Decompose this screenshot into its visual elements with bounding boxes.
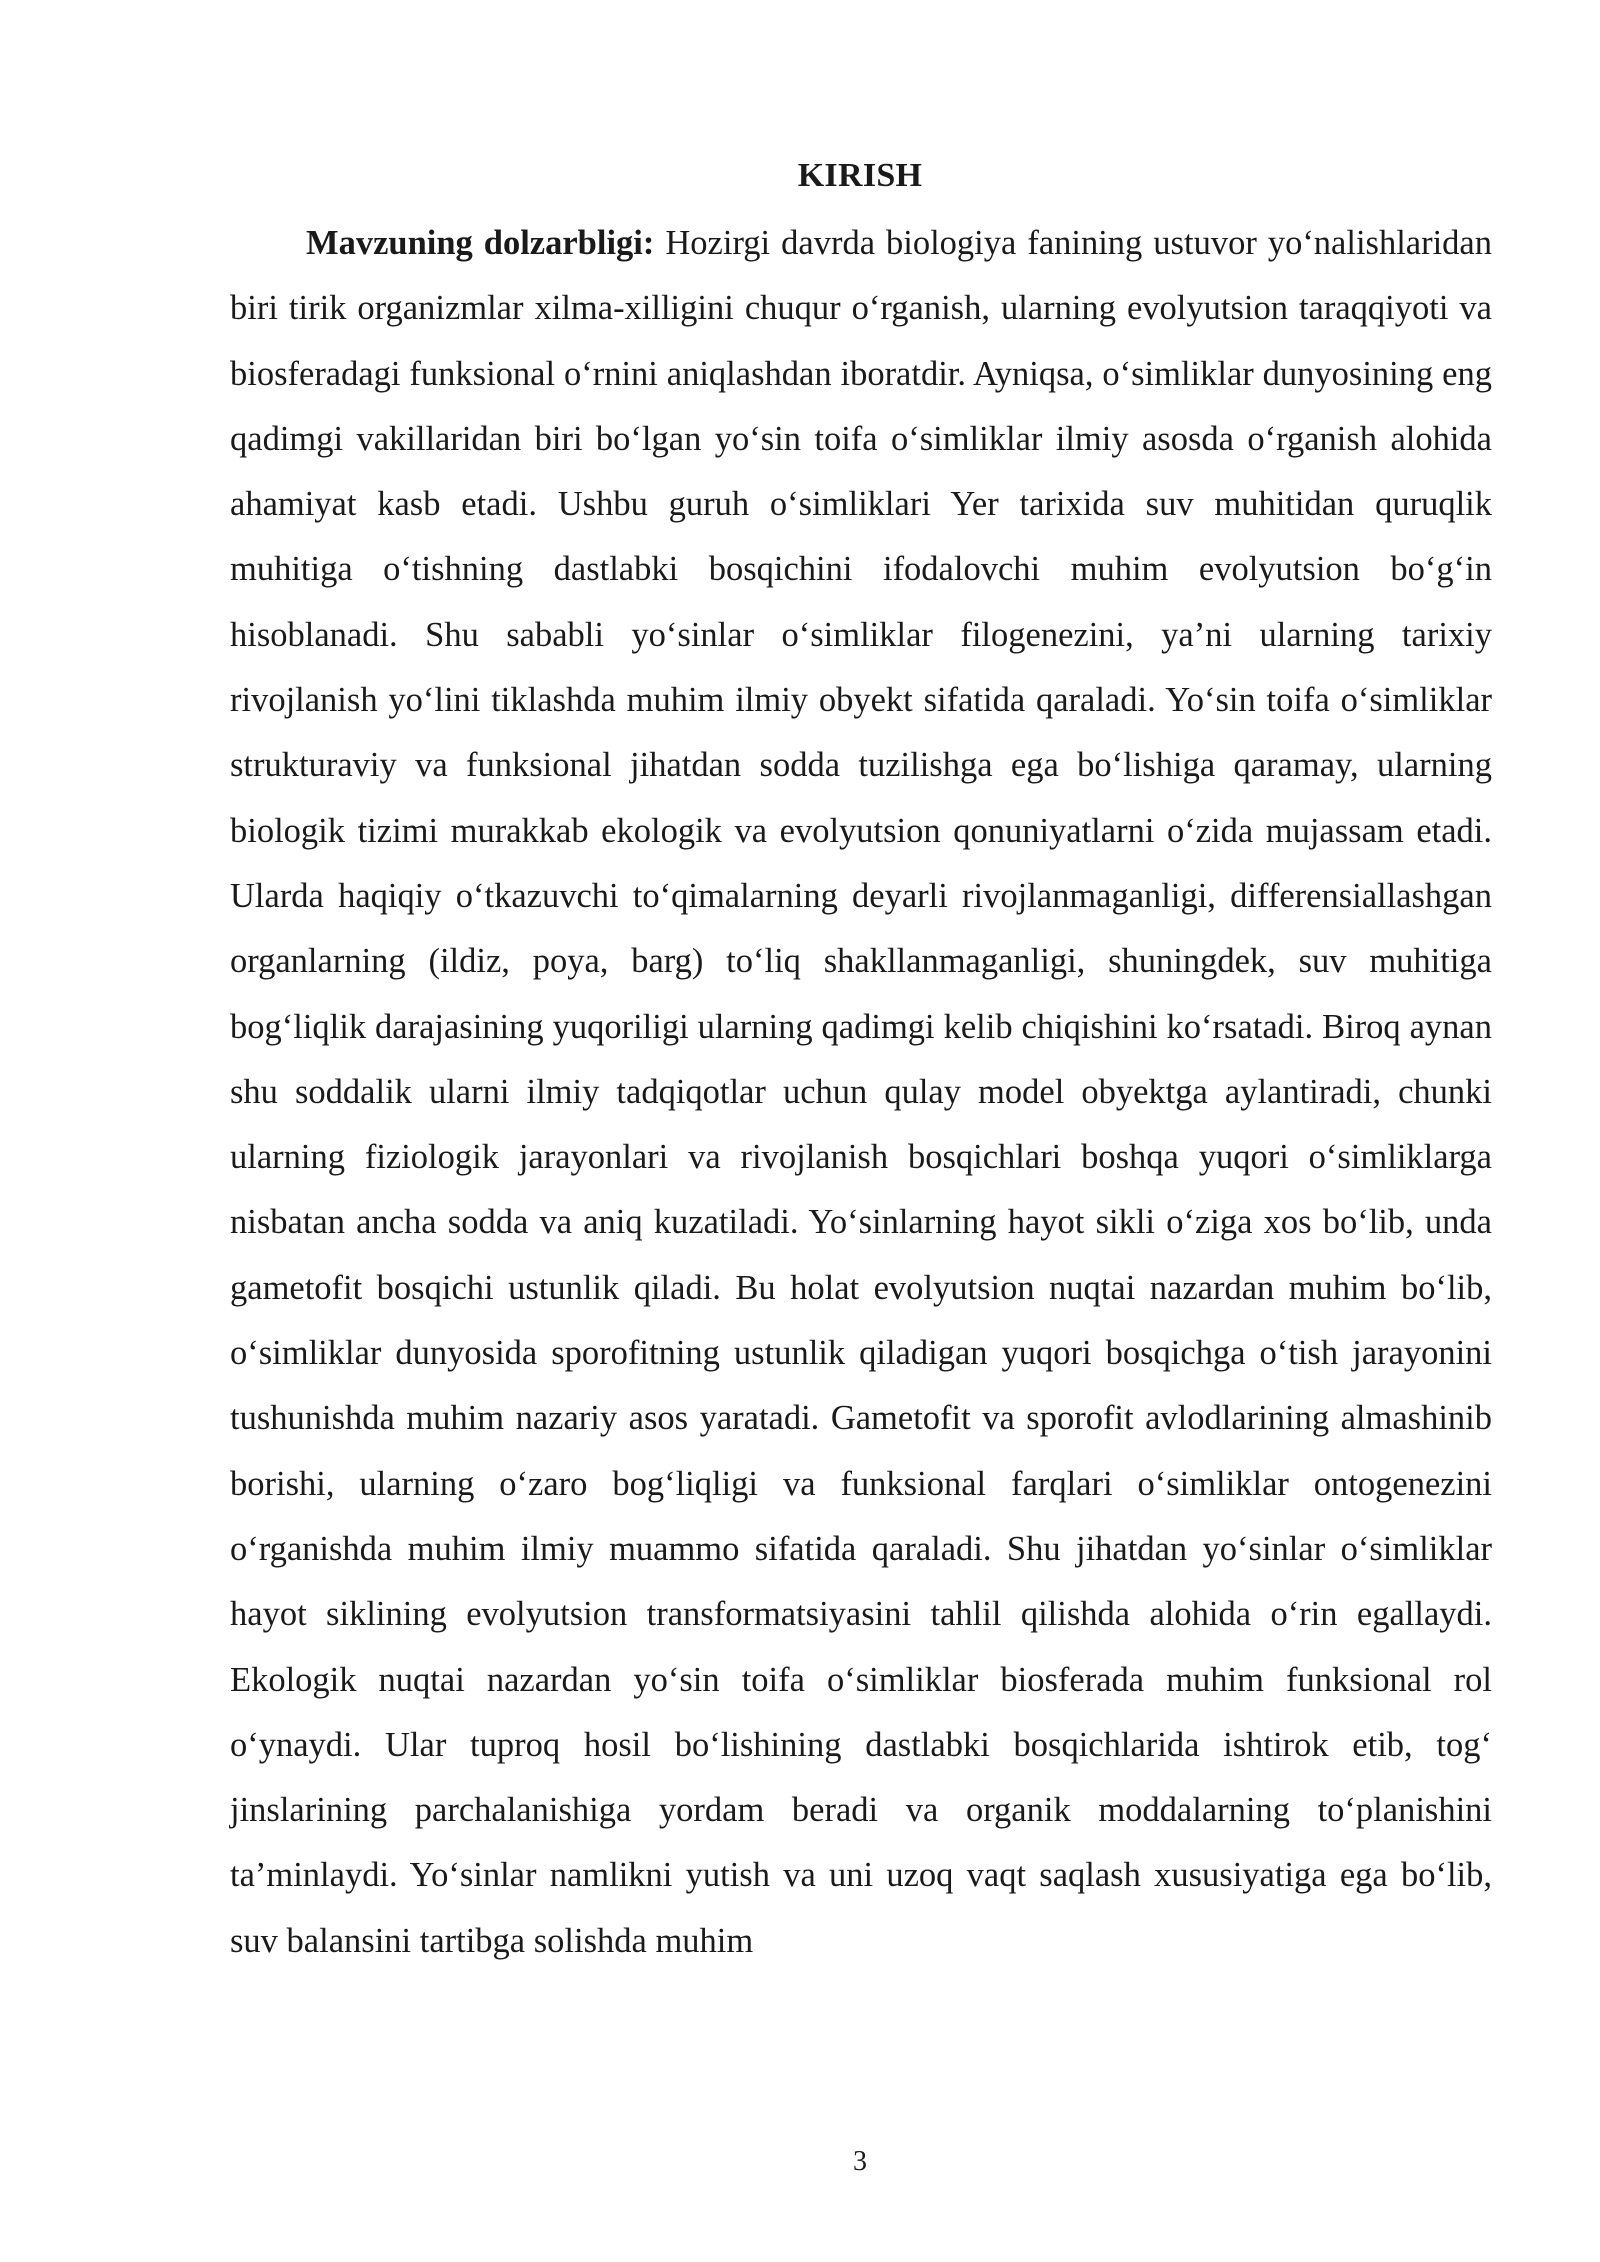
body-paragraph	[230, 211, 1492, 1974]
page-number: 3	[853, 2146, 867, 2177]
paragraph-lead: Mavzuning dolzarbligi:	[306, 224, 655, 262]
section-heading: KIRISH	[797, 157, 923, 194]
paragraph-text: Hozirgi davrda biologiya fanining ustuvor yo‘nalishlaridan biri tirik organizmlar xilma-xilligini chuqur o‘rganish, ularning evolyutsion taraqqiyoti va biosferadagi funksional o‘rnini aniqlashdan iboratdir. Ayniqsa, o‘simliklar dunyosining eng qadimgi vakillaridan biri bo‘lgan yo‘sin toifa o‘simliklar ilmiy asosda o‘rganish alohida ahamiyat kasb etadi. Ushbu guruh o‘simliklari Yer tarixida suv muhitidan quruqlik muhitiga o‘tishning dastlabki bosqichini ifodalovchi muhim evolyutsion bo‘g‘in hisoblanadi. Shu sababli yo‘sinlar o‘simliklar filogenezini, ya’ni ularning tarixiy rivojlanish yo‘lini tiklashda muhim ilmiy obyekt sifatida qaraladi. Yo‘sin toifa o‘simliklar strukturaviy va funksional jihatdan sodda tuzilishga ega bo‘lishiga qaramay, ularning biologik tizimi murakkab ekologik va evolyutsion qonuniyatlarni o‘zida mujassam etadi. Ularda haqiqiy o‘tkazuvchi to‘qimalarning deyarli rivojlanmaganligi, differensiallashgan organlarning (ildiz, poya, barg) to‘liq shakllanmaganligi, shuningdek, suv muhitiga bog‘liqlik darajasining yuqoriligi ularning qadimgi kelib chiqishini ko‘rsatadi. Biroq aynan shu soddalik ularni ilmiy tadqiqotlar uchun qulay model obyektga aylantiradi, chunki ularning fiziologik jarayonlari va rivojlanish bosqichlari boshqa yuqori o‘simliklarga nisbatan ancha sodda va aniq kuzatiladi. Yo‘sinlarning hayot sikli o‘ziga xos bo‘lib, unda gametofit bosqichi ustunlik qiladi. Bu holat evolyutsion nuqtai nazardan muhim bo‘lib, o‘simliklar dunyosida sporofitning ustunlik qiladigan yuqori bosqichga o‘tish jarayonini tushunishda muhim nazariy asos yaratadi. Gametofit va sporofit avlodlarining almashinib borishi, ularning o‘zaro bog‘liqligi va funksional farqlari o‘simliklar ontogenezini o‘rganishda muhim ilmiy muammo sifatida qaraladi. Shu jihatdan yo‘sinlar o‘simliklar hayot siklining evolyutsion transformatsiyasini tahlil qilishda alohida o‘rin egallaydi. Ekologik nuqtai nazardan yo‘sin toifa o‘simliklar biosferada muhim funksional rol o‘ynaydi. Ular tuproq hosil bo‘lishining dastlabki bosqichlarida ishtirok etib, tog‘ jinslarining parchalanishiga yordam beradi va organik moddalarning to‘planishini ta’minlaydi. Yo‘sinlar namlikni yutish va uni uzoq vaqt saqlash xususiyatiga ega bo‘lib, suv balansini tartibga solishda muhim	[230, 224, 1492, 1960]
